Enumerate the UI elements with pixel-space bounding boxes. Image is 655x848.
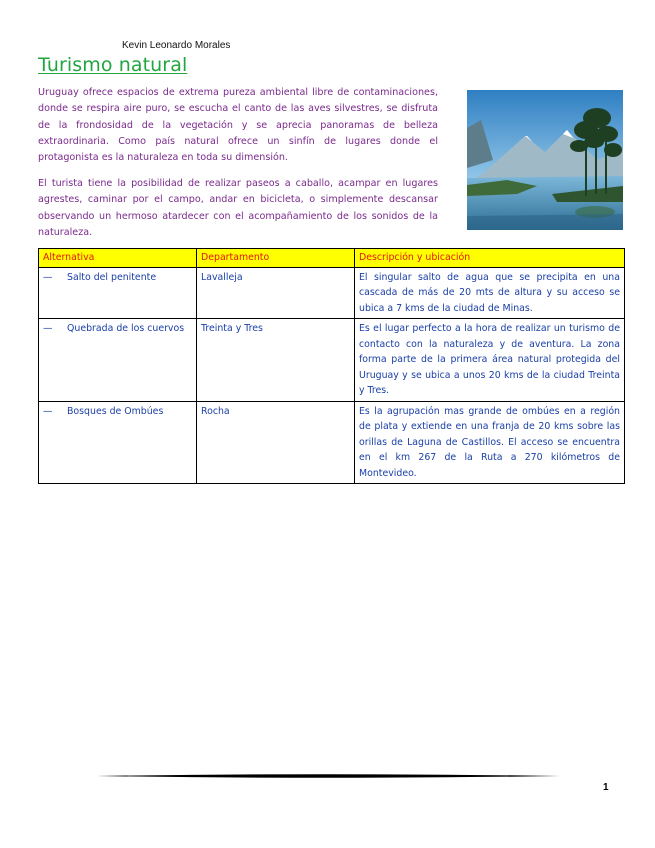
alternativa-name: Quebrada de los cuervos <box>67 323 185 334</box>
table-row <box>39 319 625 402</box>
alternativa-name: Bosques de Ombúes <box>67 405 164 417</box>
dash-bullet: — <box>43 323 53 334</box>
table-row <box>39 267 625 319</box>
mountain-lake-image <box>467 90 623 230</box>
page-number-value: 1 <box>603 782 609 793</box>
header-alternativa: Alternativa <box>39 249 197 268</box>
table-row <box>39 401 625 484</box>
tourism-table <box>38 248 625 484</box>
cell-alternativa <box>39 267 197 319</box>
author-name: Kevin Leonardo Morales <box>122 40 231 51</box>
cell-departamento: Rocha <box>197 401 355 484</box>
cell-descripcion: El singular salto de agua que se precipita en una cascada de más de 20 mts de altura y su acceso se ubica a 7 kms de la ciudad de Minas. <box>355 267 625 319</box>
alternativa-name: Salto del penitente <box>67 271 157 283</box>
header-descripcion: Descripción y ubicación <box>355 249 625 268</box>
page-number <box>603 782 609 793</box>
cell-departamento: Lavalleja <box>197 267 355 319</box>
cell-descripcion: Es la agrupación mas grande de ombúes en a región de plata y extiende en una franja de 20 kms sobre las orillas de Laguna de Castillos. El acceso se encuentra en el km 267 de la Ruta a 270 kilómetros de Montevideo. <box>355 401 625 484</box>
cell-departamento: Treinta y Tres <box>197 319 355 402</box>
footer-divider <box>96 773 560 779</box>
activities-paragraph: El turista tiene la posibilidad de realizar paseos a caballo, acampar en lugares agrestes, caminar por el campo, andar en bicicleta, o simplemente descansar observando un hermoso atardecer con el acompañamiento de los sonidos de la naturaleza. <box>38 178 438 238</box>
intro-paragraph: Uruguay ofrece espacios de extrema pureza ambiental libre de contaminaciones, donde se respira aire puro, se escucha el canto de las aves silvestres, se disfruta de la frondosidad de la vegetación y se aprecia panoramas de belleza extraordinaria. Como país natural ofrece un sinfín de lugares donde el protagonista es la naturaleza en toda su dimensión. <box>38 87 438 164</box>
cell-alternativa <box>39 319 197 402</box>
landscape-photo <box>467 90 623 230</box>
page-title: Turismo natural <box>38 54 188 76</box>
dash-bullet: — <box>43 271 53 283</box>
header-departamento: Departamento <box>197 249 355 268</box>
cell-alternativa <box>39 401 197 484</box>
cell-descripcion: Es el lugar perfecto a la hora de realizar un turismo de contacto con la naturaleza y de aventura. La zona forma parte de la primera área natural protegida del Uruguay y se ubica a unos 20 kms de la ciudad Treinta y Tres. <box>355 319 625 402</box>
table-header-row <box>39 249 625 268</box>
dash-bullet: — <box>43 405 53 417</box>
